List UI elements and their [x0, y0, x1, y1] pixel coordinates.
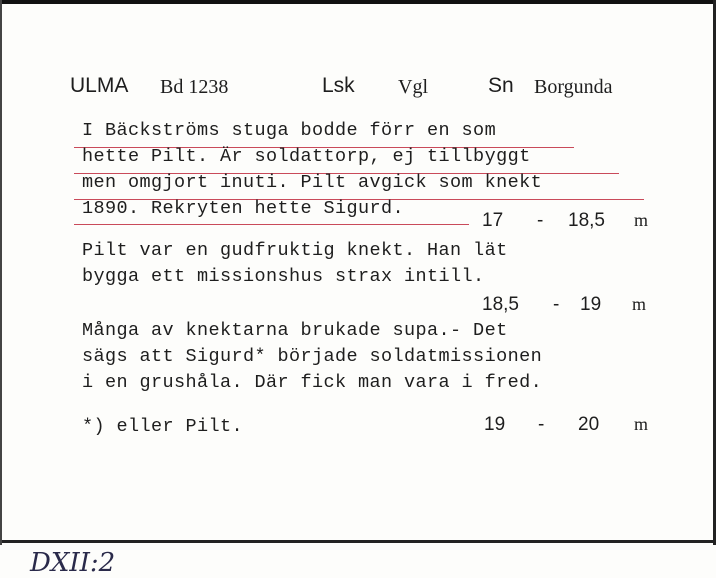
range-3-unit: m [634, 414, 649, 434]
card-edge-top [0, 0, 716, 4]
socken-label: Sn [488, 74, 514, 97]
card-header [0, 74, 716, 104]
range-1-from: 17 [482, 210, 504, 231]
volume: Bd 1238 [160, 76, 229, 98]
text-line-5: Pilt var en gudfruktig knekt. Han lät [82, 240, 508, 261]
range-2-from: 18,5 [482, 294, 519, 315]
landskap: Vgl [398, 76, 428, 98]
socken: Borgunda [534, 76, 613, 98]
surname: ULMA [70, 74, 129, 97]
range-2-dash: - [553, 294, 560, 315]
range-1-to: 18,5 [568, 210, 605, 231]
range-2-to: 19 [580, 294, 602, 315]
footnote: *) eller Pilt. [82, 416, 244, 437]
range-3-dash: - [538, 414, 545, 435]
text-line-2: hette Pilt. Är soldattorp, ej tillbyggt [82, 146, 531, 167]
range-1-dash: - [537, 210, 544, 231]
range-1-unit: m [634, 210, 649, 230]
range-3-to: 20 [578, 414, 600, 435]
range-3-from: 19 [484, 414, 506, 435]
text-line-7: Många av knektarna brukade supa.- Det [82, 320, 508, 341]
range-2-unit: m [632, 294, 647, 314]
text-line-3: men omgjort inuti. Pilt avgick som knekt [82, 172, 543, 193]
text-line-4: 1890. Rekryten hette Sigurd. [82, 198, 405, 219]
landskap-label: Lsk [322, 74, 355, 97]
text-line-9: i en grushåla. Där fick man vara i fred. [82, 372, 543, 393]
text-line-1: I Bäckströms stuga bodde förr en som [82, 120, 497, 141]
text-line-8: sägs att Sigurd* började soldatmissionen [82, 346, 543, 367]
archive-reference: DXII:2 [30, 548, 116, 578]
card-edge-bottom [0, 540, 716, 543]
red-underline-4 [74, 224, 469, 225]
text-line-6: bygga ett missionshus strax intill. [82, 266, 485, 287]
